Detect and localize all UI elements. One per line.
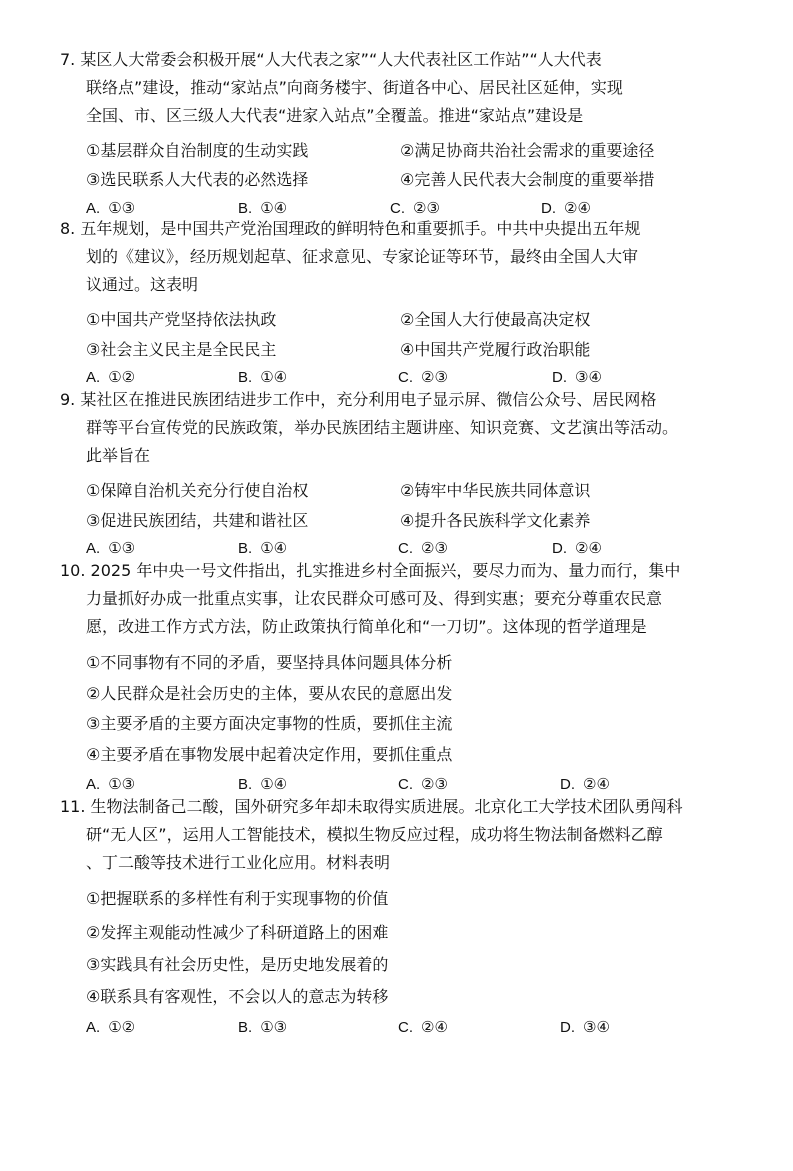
option-2: ②发挥主观能动性减少了科研道路上的困难 [86, 923, 389, 942]
stem-text: 五年规划，是中国共产党治国理政的鲜明特色和重要抓手。中共中央提出五年规 [80, 219, 641, 238]
choice-b[interactable]: B. ①③ [238, 1018, 288, 1036]
choice-b[interactable]: B. ①④ [238, 775, 288, 793]
option-2: ②人民群众是社会历史的主体，要从农民的意愿出发 [86, 684, 453, 703]
choice-a[interactable]: A. ①② [86, 368, 136, 386]
choice-c[interactable]: C. ②③ [398, 775, 448, 793]
choice-a[interactable]: A. ①② [86, 1018, 136, 1036]
choice-d[interactable]: D. ②④ [541, 199, 591, 217]
question-number: 11. [60, 797, 86, 816]
question-number: 9. [60, 390, 76, 409]
question-stem-line: 力量抓好办成一批重点实事，让农民群众可感可及、得到实惠；要充分尊重农民意 [86, 589, 663, 608]
question-stem-line: 此举旨在 [86, 446, 151, 465]
stem-text: 某社区在推进民族团结进步工作中，充分利用电子显示屏、微信公众号、居民网格 [80, 390, 657, 409]
option-1: ①不同事物有不同的矛盾，要坚持具体问题具体分析 [86, 653, 453, 672]
choice-c[interactable]: C. ②④ [398, 1018, 448, 1036]
answer-choices [86, 367, 766, 387]
option-4: ④完善人民代表大会制度的重要举措 [400, 170, 655, 189]
option-1: ①中国共产党坚持依法执政 [86, 310, 277, 329]
option-1: ①基层群众自治制度的生动实践 [86, 141, 309, 160]
choice-b[interactable]: B. ①④ [238, 539, 288, 557]
option-3: ③主要矛盾的主要方面决定事物的性质，要抓住主流 [86, 714, 453, 733]
option-3: ③实践具有社会历史性，是历史地发展着的 [86, 955, 389, 974]
option-4: ④联系具有客观性，不会以人的意志为转移 [86, 987, 389, 1006]
question-stem-line: 愿，改进工作方式方法，防止政策执行简单化和“一刀切”。这体现的哲学道理是 [86, 617, 647, 636]
option-2: ②铸牢中华民族共同体意识 [400, 481, 591, 500]
question-number: 7. [60, 50, 76, 69]
question-stem-line: 研“无人区”，运用人工智能技术，模拟生物反应过程，成功将生物法制备燃料乙醇 [86, 825, 663, 844]
question-number: 10. [60, 561, 86, 580]
option-3: ③促进民族团结，共建和谐社区 [86, 511, 309, 530]
choice-a[interactable]: A. ①③ [86, 539, 136, 557]
question-stem-line: 、丁二酸等技术进行工业化应用。材料表明 [86, 853, 391, 872]
option-4: ④中国共产党履行政治职能 [400, 340, 591, 359]
question-stem-line: 议通过。这表明 [86, 275, 199, 294]
question-number: 8. [60, 219, 76, 238]
option-3: ③选民联系人大代表的必然选择 [86, 170, 309, 189]
choice-b[interactable]: B. ①④ [238, 199, 288, 217]
answer-choices [86, 538, 766, 558]
choice-d[interactable]: D. ③④ [560, 1018, 610, 1036]
choice-a[interactable]: A. ①③ [86, 775, 136, 793]
answer-choices [86, 198, 766, 218]
question-stem-line: 联络点”建设，推动“家站点”向商务楼宇、街道各中心、居民社区延伸，实现 [86, 78, 623, 97]
question-stem-line [60, 797, 683, 817]
question-stem-line [60, 219, 640, 239]
question-stem-line [60, 561, 680, 581]
question-stem-line: 全国、市、区三级人大代表“进家入站点”全覆盖。推进“家站点”建设是 [86, 106, 584, 125]
option-1: ①保障自治机关充分行使自治权 [86, 481, 309, 500]
question-stem-line [60, 390, 656, 410]
question-stem-line: 划的《建议》，经历规划起草、征求意见、专家论证等环节，最终由全国人大审 [86, 247, 639, 266]
option-1: ①把握联系的多样性有利于实现事物的价值 [86, 889, 389, 908]
option-4: ④提升各民族科学文化素养 [400, 511, 591, 530]
stem-text: 2025 年中央一号文件指出，扎实推进乡村全面振兴，要尽力而为、量力而行，集中 [90, 561, 681, 580]
choice-c[interactable]: C. ②③ [398, 539, 448, 557]
option-4: ④主要矛盾在事物发展中起着决定作用，要抓住重点 [86, 745, 453, 764]
option-3: ③社会主义民主是全民民主 [86, 340, 277, 359]
choice-c[interactable]: C. ②③ [398, 368, 448, 386]
option-2: ②全国人大行使最高决定权 [400, 310, 591, 329]
option-2: ②满足协商共治社会需求的重要途径 [400, 141, 655, 160]
choice-b[interactable]: B. ①④ [238, 368, 288, 386]
stem-text: 某区人大常委会积极开展“人大代表之家”“人大代表社区工作站”“人大代表 [80, 50, 602, 69]
choice-d[interactable]: D. ③④ [552, 368, 602, 386]
choice-a[interactable]: A. ①③ [86, 199, 136, 217]
stem-text: 生物法制备己二酸，国外研究多年却未取得实质进展。北京化工大学技术团队勇闯科 [90, 797, 683, 816]
question-stem-line [60, 50, 602, 70]
question-stem-line: 群等平台宣传党的民族政策，举办民族团结主题讲座、知识竞赛、文艺演出等活动。 [86, 418, 679, 437]
answer-choices [86, 1017, 766, 1037]
choice-d[interactable]: D. ②④ [552, 539, 602, 557]
choice-d[interactable]: D. ②④ [560, 775, 610, 793]
choice-c[interactable]: C. ②③ [390, 199, 440, 217]
answer-choices [86, 774, 766, 794]
